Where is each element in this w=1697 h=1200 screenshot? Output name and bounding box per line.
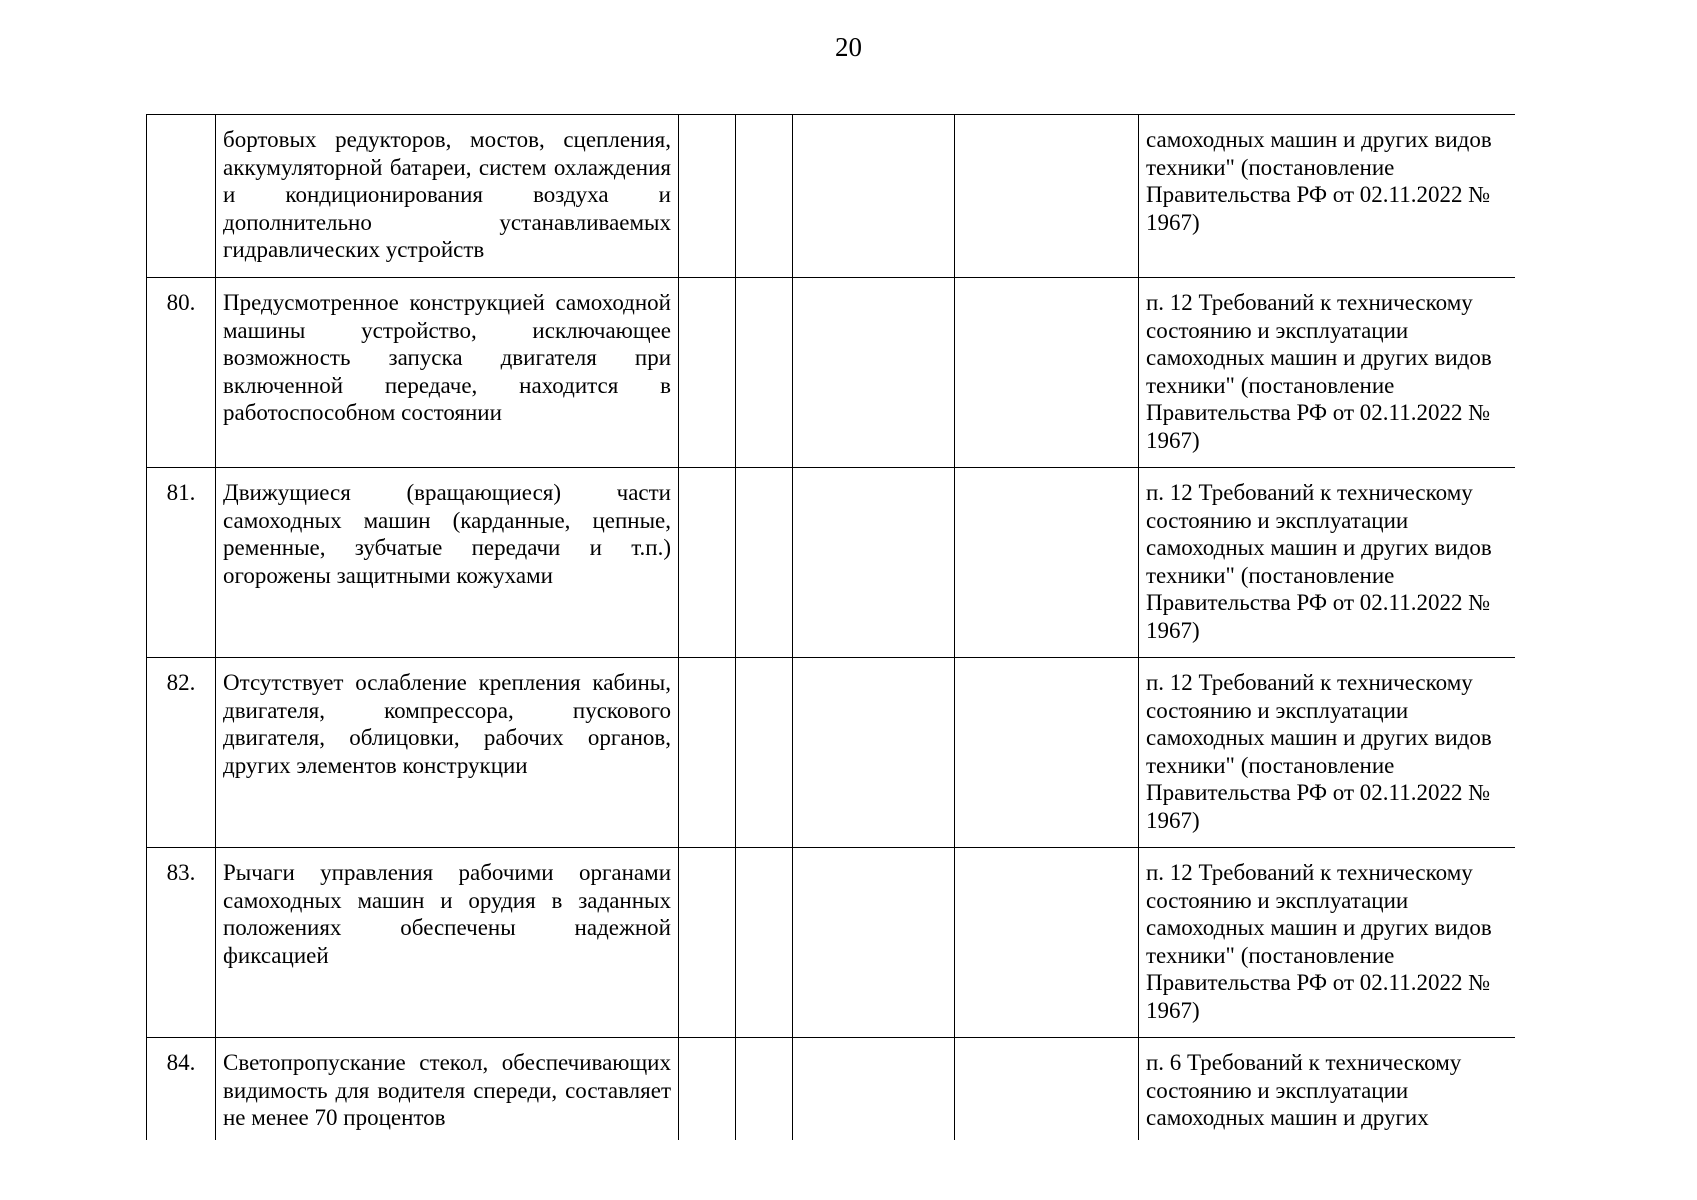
row-number: 80. xyxy=(147,278,216,468)
row-number: 82. xyxy=(147,658,216,848)
empty-cell xyxy=(793,1038,955,1141)
empty-cell xyxy=(955,468,1139,658)
requirement-text: Движущиеся (вращающиеся) части самоходных машин (карданные, цепные, ременные, зубчатые передачи и т.п.) огорожены защитными кожухами xyxy=(216,468,679,658)
row-number xyxy=(147,115,216,278)
empty-cell xyxy=(679,848,736,1038)
empty-cell xyxy=(679,658,736,848)
requirement-text: Отсутствует ослабление крепления кабины, двигателя, компрессора, пускового двигателя, облицовки, рабочих органов, других элементов конструкции xyxy=(216,658,679,848)
empty-cell xyxy=(955,278,1139,468)
requirements-table xyxy=(146,114,1515,1140)
table-row xyxy=(147,278,1516,468)
empty-cell xyxy=(679,468,736,658)
legal-reference: п. 12 Требований к техническому состоянию и эксплуатации самоходных машин и других видов техники" (постановление Правительства РФ от 02.11.2022 № 1967) xyxy=(1139,278,1516,468)
empty-cell xyxy=(793,115,955,278)
empty-cell xyxy=(679,278,736,468)
table-row xyxy=(147,468,1516,658)
legal-reference: п. 6 Требований к техническому состоянию и эксплуатации самоходных машин и других xyxy=(1139,1038,1516,1141)
empty-cell xyxy=(955,115,1139,278)
table-row xyxy=(147,658,1516,848)
empty-cell xyxy=(679,1038,736,1141)
empty-cell xyxy=(955,1038,1139,1141)
requirement-text: Светопропускание стекол, обеспечивающих видимость для водителя спереди, составляет не менее 70 процентов xyxy=(216,1038,679,1141)
empty-cell xyxy=(736,848,793,1038)
empty-cell xyxy=(793,658,955,848)
table-row xyxy=(147,115,1516,278)
requirement-text: Предусмотренное конструкцией самоходной машины устройство, исключающее возможность запуска двигателя при включенной передаче, находится в работоспособном состоянии xyxy=(216,278,679,468)
empty-cell xyxy=(736,278,793,468)
row-number: 84. xyxy=(147,1038,216,1141)
empty-cell xyxy=(793,278,955,468)
requirement-text: бортовых редукторов, мостов, сцепления, аккумуляторной батареи, систем охлаждения и кондиционирования воздуха и дополнительно устанавливаемых гидравлических устройств xyxy=(216,115,679,278)
empty-cell xyxy=(955,848,1139,1038)
legal-reference: п. 12 Требований к техническому состоянию и эксплуатации самоходных машин и других видов техники" (постановление Правительства РФ от 02.11.2022 № 1967) xyxy=(1139,468,1516,658)
table-row xyxy=(147,848,1516,1038)
row-number: 81. xyxy=(147,468,216,658)
legal-reference: п. 12 Требований к техническому состоянию и эксплуатации самоходных машин и других видов техники" (постановление Правительства РФ от 02.11.2022 № 1967) xyxy=(1139,848,1516,1038)
requirements-table-container xyxy=(146,114,1515,1140)
empty-cell xyxy=(955,658,1139,848)
empty-cell xyxy=(679,115,736,278)
empty-cell xyxy=(736,1038,793,1141)
empty-cell xyxy=(736,468,793,658)
row-number: 83. xyxy=(147,848,216,1038)
legal-reference: самоходных машин и других видов техники" (постановление Правительства РФ от 02.11.2022 № 1967) xyxy=(1139,115,1516,278)
requirement-text: Рычаги управления рабочими органами самоходных машин и орудия в заданных положениях обеспечены надежной фиксацией xyxy=(216,848,679,1038)
legal-reference: п. 12 Требований к техническому состоянию и эксплуатации самоходных машин и других видов техники" (постановление Правительства РФ от 02.11.2022 № 1967) xyxy=(1139,658,1516,848)
empty-cell xyxy=(736,115,793,278)
table-row xyxy=(147,1038,1516,1141)
empty-cell xyxy=(736,658,793,848)
empty-cell xyxy=(793,848,955,1038)
page-number: 20 xyxy=(835,32,862,62)
empty-cell xyxy=(793,468,955,658)
